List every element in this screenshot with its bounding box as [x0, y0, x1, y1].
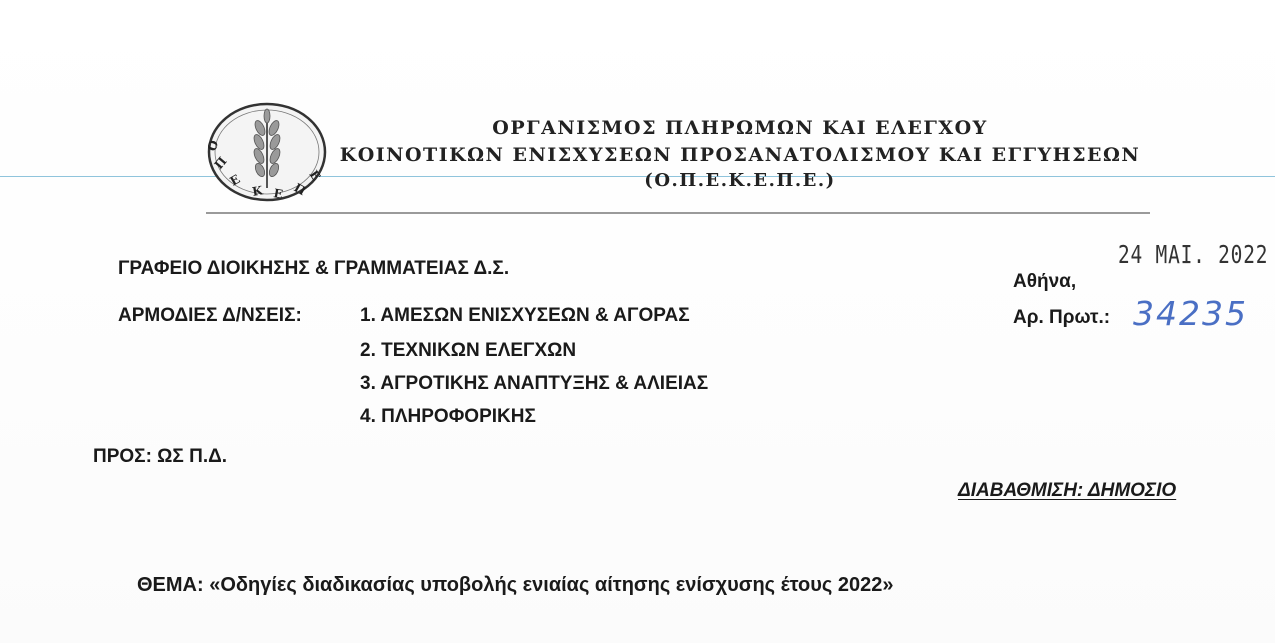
svg-text:Ε: Ε — [306, 167, 324, 184]
svg-text:Ο: Ο — [204, 138, 222, 154]
recipient-line: ΠΡΟΣ: ΩΣ Π.Δ. — [93, 446, 228, 467]
department-item: 3. ΑΓΡΟΤΙΚΗΣ ΑΝΑΠΤΥΞΗΣ & ΑΛΙΕΙΑΣ — [360, 373, 709, 394]
protocol-number-label: Αρ. Πρωτ.: — [1013, 307, 1111, 328]
responsible-departments-label: ΑΡΜΟΔΙΕΣ Δ/ΝΣΕΙΣ: — [118, 305, 302, 326]
svg-text:Π: Π — [211, 154, 230, 172]
svg-text:Κ: Κ — [251, 183, 264, 199]
protocol-number-handwritten: 34235 — [1133, 294, 1248, 333]
organization-name-line-2: ΚΟΙΝΟΤΙΚΩΝ ΕΝΙΣΧΥΣΕΩΝ ΠΡΟΣΑΝΑΤΟΛΙΣΜΟΥ ΚΑΙ ΕΓΓΥΗΣΕΩΝ — [339, 144, 1141, 166]
sender-office: ΓΡΑΦΕΙΟ ΔΙΟΙΚΗΣΗΣ & ΓΡΑΜΜΑΤΕΙΑΣ Δ.Σ. — [118, 258, 510, 279]
classification-label: ΔΙΑΒΑΘΜΙΣΗ: ΔΗΜΟΣΙΟ — [958, 480, 1177, 501]
svg-text:Π: Π — [291, 180, 309, 199]
header-divider — [206, 212, 1150, 214]
organization-acronym: (Ο.Π.Ε.Κ.Ε.Π.Ε.) — [644, 170, 836, 191]
department-item: 4. ΠΛΗΡΟΦΟΡΙΚΗΣ — [360, 406, 536, 427]
subject-line: ΘΕΜΑ: «Οδηγίες διαδικασίας υποβολής ενιαίας αίτησης ενίσχυσης έτους 2022» — [137, 574, 894, 596]
city-label: Αθήνα, — [1013, 271, 1077, 292]
department-item: 1. ΑΜΕΣΩΝ ΕΝΙΣΧΥΣΕΩΝ & ΑΓΟΡΑΣ — [360, 305, 690, 326]
svg-text:Ε: Ε — [272, 186, 284, 202]
department-item: 2. ΤΕΧΝΙΚΩΝ ΕΛΕΓΧΩΝ — [360, 340, 577, 361]
date-stamp: 24 ΜΑΙ. 2022 — [1118, 240, 1269, 269]
organization-name-line-1: ΟΡΓΑΝΙΣΜΟΣ ΠΛΗΡΩΜΩΝ ΚΑΙ ΕΛΕΓΧΟΥ — [492, 117, 988, 139]
svg-text:Ε: Ε — [227, 171, 243, 189]
